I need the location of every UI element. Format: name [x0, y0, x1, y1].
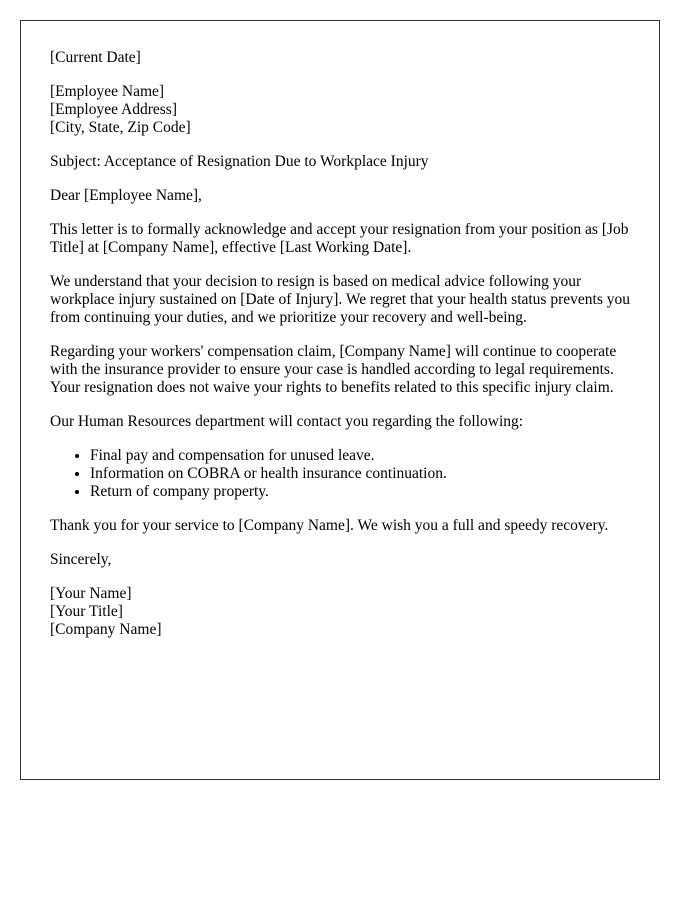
signer-company: [Company Name]	[50, 621, 162, 638]
letter-date: [Current Date]	[50, 49, 141, 66]
salutation: Dear [Employee Name],	[50, 187, 202, 204]
letter-page	[20, 20, 660, 780]
signer-title: [Your Title]	[50, 603, 123, 620]
signature-block	[50, 585, 640, 639]
list-item: • Final pay and compensation for unused leave.	[90, 447, 640, 465]
hr-topics-list	[50, 447, 640, 501]
list-item: • Return of company property.	[90, 483, 640, 501]
body-paragraph-compensation: Regarding your workers' compensation claim, [Company Name] will continue to cooperate with the insurance provider to ensure your case is handled according to legal requirements. Your resignation does not waive your rights to benefits related to this specific injury claim.	[50, 343, 617, 396]
recipient-city-state-zip: [City, State, Zip Code]	[50, 119, 191, 136]
body-paragraph-medical: We understand that your decision to resign is based on medical advice following your workplace injury sustained on [Date of Injury]. We regret that your health status prevents you from continuing your duties, and we prioritize your recovery and well-being.	[50, 273, 630, 326]
signer-name: [Your Name]	[50, 585, 132, 602]
recipient-address-block	[50, 83, 640, 137]
body-paragraph-hr-intro: Our Human Resources department will contact you regarding the following:	[50, 413, 524, 430]
list-item: • Information on COBRA or health insurance continuation.	[90, 465, 640, 483]
subject-line: Subject: Acceptance of Resignation Due to Workplace Injury	[50, 153, 429, 170]
recipient-address: [Employee Address]	[50, 101, 177, 118]
body-paragraph-acceptance: This letter is to formally acknowledge and accept your resignation from your position as [Job Title] at [Company Name], effective [Last Working Date].	[50, 221, 629, 256]
closing: Sincerely,	[50, 551, 112, 568]
recipient-name: [Employee Name]	[50, 83, 165, 100]
date-line	[50, 49, 640, 67]
letter-content	[50, 49, 640, 655]
closing-paragraph: Thank you for your service to [Company Name]. We wish you a full and speedy recovery.	[50, 517, 609, 534]
